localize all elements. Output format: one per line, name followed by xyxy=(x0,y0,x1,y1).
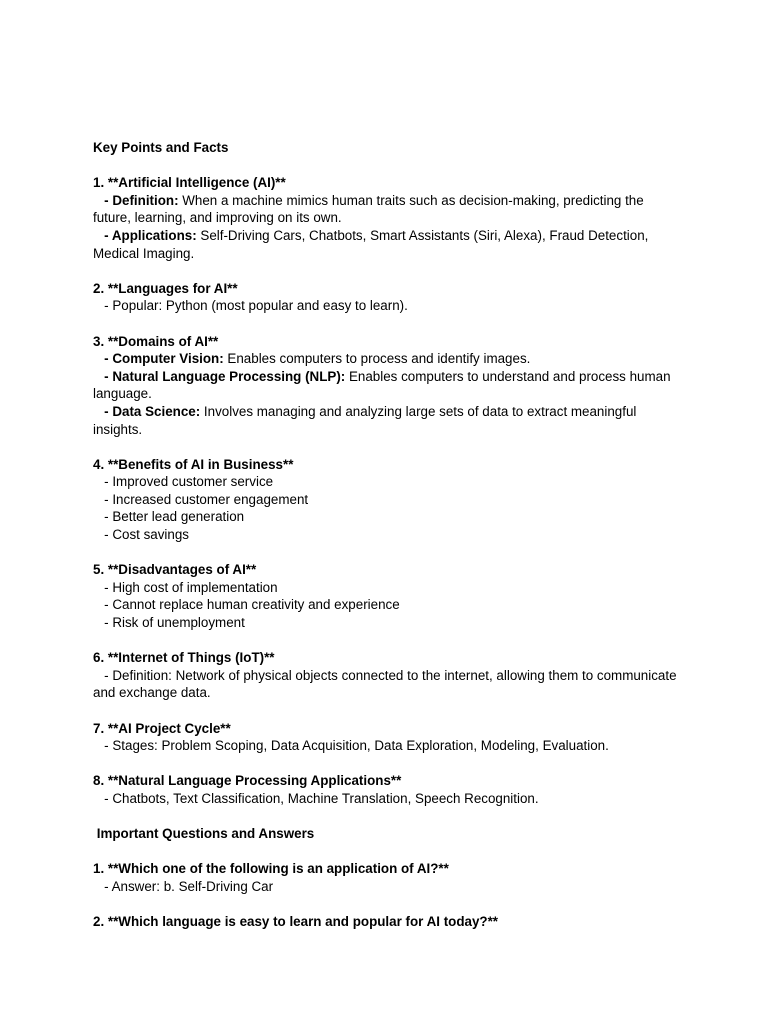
iot-definition: - Definition: Network of physical objects connected to the internet, allowing them to communicate and exchange data. xyxy=(93,667,681,701)
list-item: - Cannot replace human creativity and experience xyxy=(93,597,400,613)
computer-vision-label: - Computer Vision: xyxy=(93,351,224,367)
spacer xyxy=(93,702,683,720)
spacer xyxy=(93,315,683,333)
domain-computer-vision xyxy=(93,350,683,368)
nlp-applications-list: - Chatbots, Text Classification, Machine Translation, Speech Recognition. xyxy=(93,790,539,806)
domain-data-science xyxy=(93,403,683,438)
question-2: 2. **Which language is easy to learn and popular for AI today?** xyxy=(93,914,499,930)
spacer xyxy=(93,632,683,650)
spacer xyxy=(93,755,683,773)
spacer xyxy=(93,262,683,280)
question-1: 1. **Which one of the following is an application of AI?** xyxy=(93,861,449,877)
ai-applications-text: Self-Driving Cars, Chatbots, Smart Assistants (Siri, Alexa), Fraud Detection, Medical Imaging. xyxy=(93,227,653,261)
project-cycle-stages: - Stages: Problem Scoping, Data Acquisition, Data Exploration, Modeling, Evaluation. xyxy=(93,738,609,754)
section-project-cycle-title: 7. **AI Project Cycle** xyxy=(93,720,231,736)
nlp-text: Enables computers to understand and process human language. xyxy=(93,368,675,402)
spacer xyxy=(93,438,683,456)
spacer xyxy=(93,157,683,175)
ai-applications-label: - Applications: xyxy=(93,227,197,243)
section-domains-title: 3. **Domains of AI** xyxy=(93,333,219,349)
list-item: - Improved customer service xyxy=(93,474,274,490)
section-languages-title: 2. **Languages for AI** xyxy=(93,280,238,296)
nlp-label: - Natural Language Processing (NLP): xyxy=(93,368,346,384)
spacer xyxy=(93,896,683,914)
ai-definition-text: When a machine mimics human traits such as decision-making, predicting the future, learning, and improving on its own. xyxy=(93,192,648,226)
data-science-label: - Data Science: xyxy=(93,403,201,419)
document-page xyxy=(93,139,683,931)
section-ai-title: 1. **Artificial Intelligence (AI)** xyxy=(93,175,286,191)
section-benefits-title: 4. **Benefits of AI in Business** xyxy=(93,456,294,472)
section-nlp-applications-title: 8. **Natural Language Processing Applications** xyxy=(93,773,402,789)
list-item: - High cost of implementation xyxy=(93,579,278,595)
spacer xyxy=(93,544,683,562)
ai-applications xyxy=(93,227,683,262)
spacer xyxy=(93,808,683,826)
key-points-heading: Key Points and Facts xyxy=(93,140,229,155)
spacer xyxy=(93,843,683,861)
answer-1: - Answer: b. Self-Driving Car xyxy=(93,878,274,894)
list-item: - Cost savings xyxy=(93,527,189,543)
computer-vision-text: Enables computers to process and identify images. xyxy=(223,351,531,367)
data-science-text: Involves managing and analyzing large sets of data to extract meaningful insights. xyxy=(93,403,641,437)
domain-nlp xyxy=(93,368,683,403)
questions-heading: Important Questions and Answers xyxy=(93,826,315,842)
ai-definition-label: - Definition: xyxy=(93,192,179,208)
list-item: - Increased customer engagement xyxy=(93,491,309,507)
list-item: - Better lead generation xyxy=(93,509,245,525)
list-item: - Risk of unemployment xyxy=(93,615,245,631)
languages-item: - Popular: Python (most popular and easy to learn). xyxy=(93,298,408,314)
ai-definition xyxy=(93,192,683,227)
section-iot-title: 6. **Internet of Things (IoT)** xyxy=(93,650,275,666)
section-disadvantages-title: 5. **Disadvantages of AI** xyxy=(93,562,257,578)
